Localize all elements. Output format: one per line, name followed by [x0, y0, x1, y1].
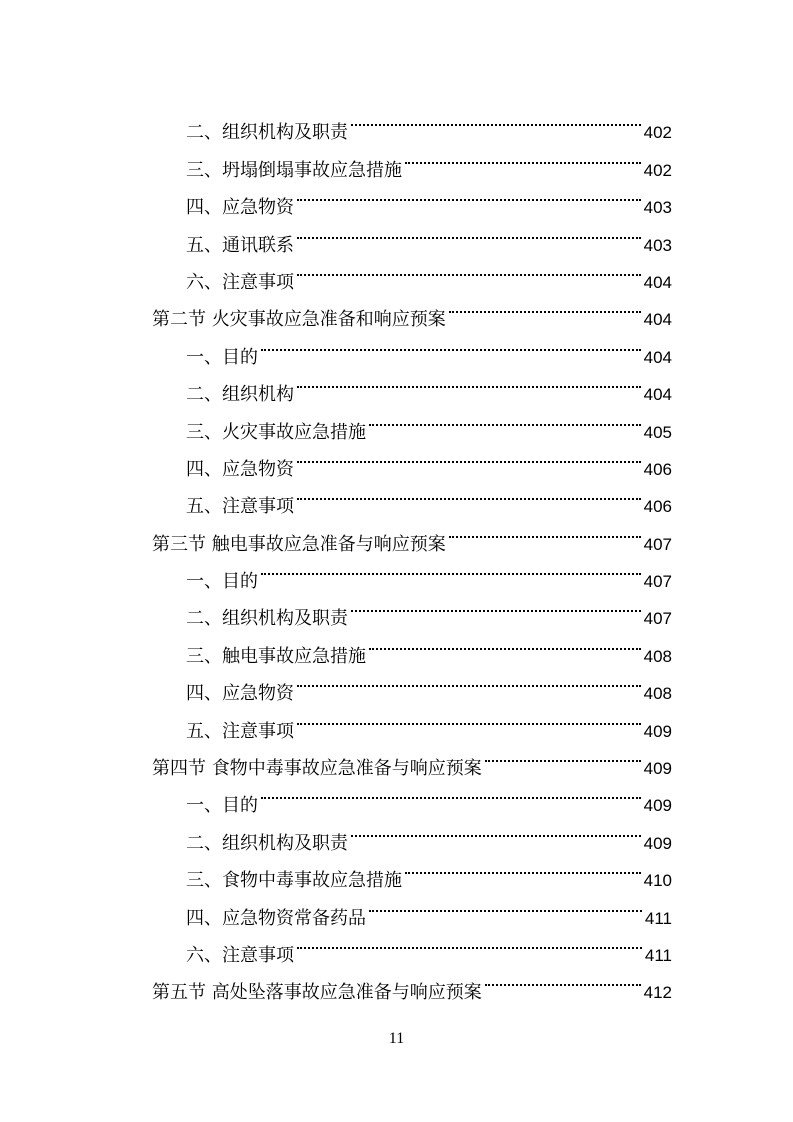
dot-leader [261, 325, 641, 362]
toc-entry-title: 第三节 触电事故应急准备与响应预案 [152, 533, 446, 555]
toc-entry-title: 一、目的 [186, 346, 258, 368]
toc-entry-title: 第二节 火灾事故应急准备和响应预案 [152, 309, 446, 331]
toc-entry-title: 一、目的 [186, 795, 258, 817]
dot-leader [351, 101, 641, 138]
toc-entry-page: 404 [643, 310, 672, 330]
dot-leader [369, 624, 641, 661]
toc-entry-page: 409 [643, 759, 672, 779]
dot-leader [297, 438, 641, 475]
dot-leader [297, 363, 641, 400]
dot-leader [297, 176, 641, 213]
dot-leader [369, 886, 642, 923]
toc-entry-title: 二、组织机构 [186, 384, 294, 406]
dot-leader [297, 699, 641, 736]
dot-leader [485, 961, 641, 998]
toc-entry-page: 402 [643, 123, 672, 143]
toc-entry-title: 五、注意事项 [186, 720, 294, 742]
table-of-contents [152, 101, 672, 1004]
toc-entry-page: 406 [643, 497, 672, 517]
toc-entry-page: 404 [643, 272, 672, 292]
toc-entry-page: 411 [644, 945, 672, 965]
toc-entry-page: 406 [643, 459, 672, 479]
toc-entry-page: 404 [643, 347, 672, 367]
toc-entry-title: 五、注意事项 [186, 496, 294, 518]
toc-entry-page: 405 [643, 422, 672, 442]
toc-entry-page: 409 [643, 796, 672, 816]
dot-leader [405, 138, 641, 175]
dot-leader [405, 849, 641, 886]
toc-entry-title: 五、通讯联系 [186, 234, 294, 256]
dot-leader [351, 811, 641, 848]
toc-entry-page: 410 [643, 871, 672, 891]
toc-entry-title: 二、组织机构及职责 [186, 832, 348, 854]
toc-entry-page: 409 [643, 721, 672, 741]
toc-entry-title: 三、坍塌倒塌事故应急措施 [186, 159, 402, 181]
toc-entry-page: 407 [643, 609, 672, 629]
toc-entry-title: 四、应急物资 [186, 683, 294, 705]
toc-entry-page: 409 [643, 833, 672, 853]
dot-leader [261, 550, 641, 587]
toc-entry-title: 四、应急物资 [186, 197, 294, 219]
toc-entry[interactable] [152, 101, 672, 144]
dot-leader [449, 512, 641, 549]
toc-entry-title: 第四节 食物中毒事故应急准备与响应预案 [152, 758, 482, 780]
dot-leader [485, 737, 641, 774]
dot-leader [449, 288, 641, 325]
dot-leader [297, 213, 641, 250]
toc-entry-title: 三、火灾事故应急措施 [186, 421, 366, 443]
dot-leader [351, 587, 641, 624]
toc-entry-page: 402 [643, 160, 672, 180]
toc-entry-page: 411 [644, 908, 672, 928]
toc-entry-title: 四、应急物资常备药品 [186, 907, 366, 929]
toc-entry-title: 三、食物中毒事故应急措施 [186, 870, 402, 892]
dot-leader [369, 400, 641, 437]
toc-entry-page: 404 [643, 385, 672, 405]
dot-leader [297, 662, 641, 699]
toc-entry-title: 六、注意事项 [186, 271, 294, 293]
toc-entry-title: 四、应急物资 [186, 458, 294, 480]
toc-entry-page: 407 [643, 534, 672, 554]
toc-entry-page: 408 [643, 646, 672, 666]
toc-entry-page: 407 [643, 572, 672, 592]
dot-leader [297, 924, 642, 961]
dot-leader [261, 774, 641, 811]
toc-entry-page: 403 [643, 198, 672, 218]
toc-entry-title: 六、注意事项 [186, 944, 294, 966]
toc-entry-title: 二、组织机构及职责 [186, 608, 348, 630]
page-number: 11 [388, 1030, 405, 1047]
dot-leader [297, 475, 641, 512]
toc-entry-page: 403 [643, 235, 672, 255]
toc-entry-title: 一、目的 [186, 571, 258, 593]
toc-entry-title: 二、组织机构及职责 [186, 122, 348, 144]
toc-entry-page: 408 [643, 684, 672, 704]
toc-entry-title: 第五节 高处坠落事故应急准备与响应预案 [152, 982, 482, 1004]
dot-leader [297, 251, 641, 288]
toc-entry-page: 412 [643, 983, 672, 1003]
toc-entry-title: 三、触电事故应急措施 [186, 645, 366, 667]
